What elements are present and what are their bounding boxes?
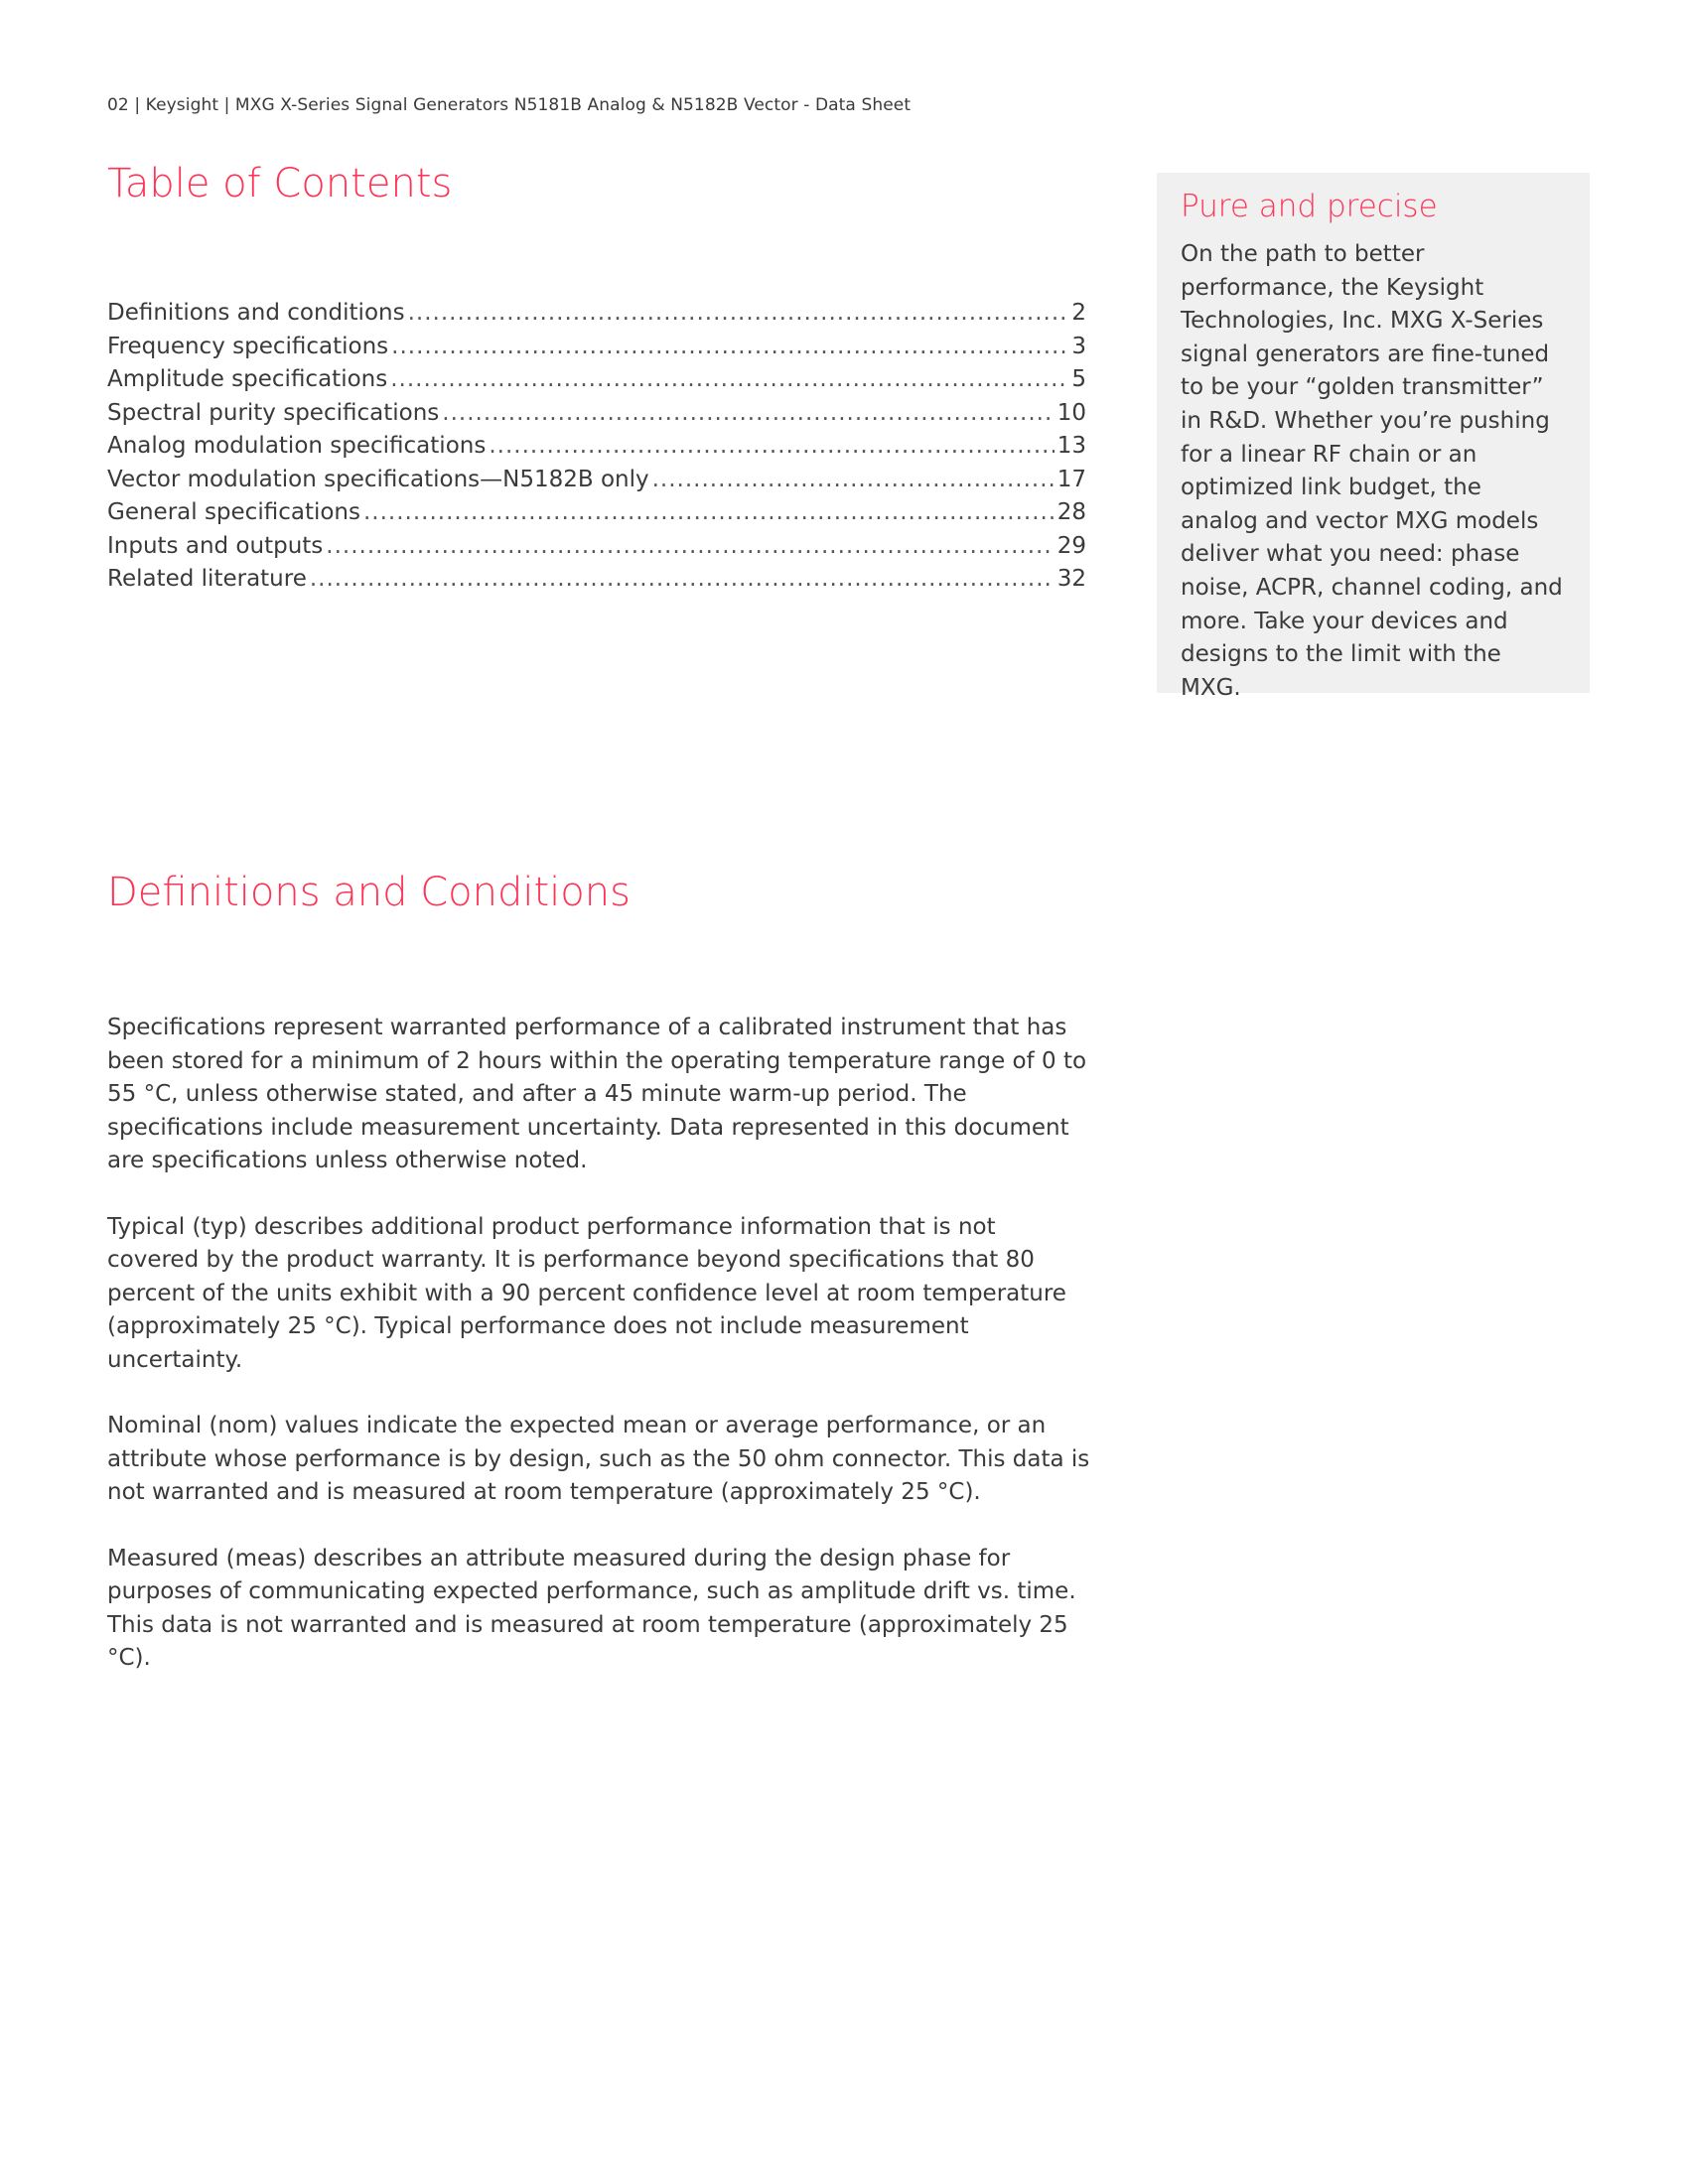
running-header: 02 | Keysight | MXG X-Series Signal Generators N5181B Analog & N5182B Vector - Data Sheet: [107, 95, 912, 115]
toc-entry[interactable]: [107, 566, 1086, 600]
toc-entry-label: Definitions and conditions: [107, 300, 405, 326]
toc-leader-dots: [390, 366, 1068, 392]
toc-entry-label: Inputs and outputs: [107, 532, 324, 559]
toc-leader-dots: [326, 533, 1054, 559]
toc-leader-dots: [408, 300, 1069, 326]
toc-entry-label: Frequency specifications: [107, 333, 389, 359]
toc-entry-label: Related literature: [107, 566, 307, 592]
toc-entry-label: Vector modulation specifications—N5182B only: [107, 466, 649, 492]
toc-entry-label: Amplitude specifications: [107, 366, 388, 392]
toc-entry[interactable]: [107, 400, 1086, 434]
toc-entry-page: 17: [1056, 466, 1086, 492]
definitions-title: Definitions and Conditions: [107, 870, 631, 915]
toc-entry-page: 5: [1071, 366, 1086, 392]
sidebar-body: On the path to better performance, the Keysight Technologies, Inc. MXG X-Series signal generators are fine-tuned to be your “golden transmitter” in R&D. Whether you’re pushing for a linear RF chain or an optimized link budget, the analog and vector MXG models deliver what you need: phase noise, ACPR, channel coding, and more. Take your devices and designs to the limit with the MXG.: [1181, 241, 1563, 701]
toc-entry-page: 3: [1071, 333, 1086, 359]
toc-entry[interactable]: [107, 499, 1086, 533]
toc-entry-page: 10: [1056, 399, 1086, 426]
toc-entry-page: 13: [1056, 433, 1086, 459]
definitions-paragraph-nominal: Nominal (nom) values indicate the expected mean or average performance, or an attribute whose performance is by design, such as the 50 ohm connector. This data is not warranted and is measured at room temperature (approximately 25 °C).: [107, 1413, 1090, 1505]
toc-entry-label: Analog modulation specifications: [107, 433, 487, 459]
toc-leader-dots: [310, 566, 1055, 592]
toc-entry-label: General specifications: [107, 499, 360, 525]
toc-entry[interactable]: [107, 433, 1086, 467]
toc-entry-page: 28: [1056, 499, 1086, 525]
toc-entry[interactable]: [107, 334, 1086, 367]
toc-entry[interactable]: [107, 300, 1086, 334]
definitions-paragraph-specifications: Specifications represent warranted performance of a calibrated instrument that has been stored for a minimum of 2 hours within the operating temperature range of 0 to 55 °C, unless otherwise stated, and after a 45 minute warm-up period. The specifications include measurement uncertainty. Data represented in this document are specifications unless otherwise noted.: [107, 1015, 1087, 1173]
toc-leader-dots: [442, 400, 1054, 426]
table-of-contents: [107, 300, 1086, 600]
definitions-body: [107, 1012, 1090, 1708]
toc-entry-page: 32: [1056, 566, 1086, 592]
toc-entry[interactable]: [107, 467, 1086, 500]
definitions-paragraph-typical: Typical (typ) describes additional product performance information that is not covered by the product warranty. It is performance beyond specifications that 80 percent of the units exhibit with a 90 percent confidence level at room temperature (approximately 25 °C). Typical performance does not include measurement uncertainty.: [107, 1213, 1066, 1373]
sidebar-callout: [1157, 173, 1590, 701]
toc-entry-page: 2: [1071, 300, 1086, 326]
toc-leader-dots: [489, 433, 1054, 459]
toc-leader-dots: [363, 499, 1055, 525]
toc-entry[interactable]: [107, 366, 1086, 400]
toc-leader-dots: [652, 467, 1055, 492]
definitions-paragraph-measured: Measured (meas) describes an attribute measured during the design phase for purposes of communicating expected performance, such as amplitude drift vs. time. This data is not warranted and is measured at room temperature (approximately 25 °C).: [107, 1545, 1076, 1671]
toc-entry[interactable]: [107, 533, 1086, 567]
toc-entry-page: 29: [1056, 532, 1086, 559]
toc-leader-dots: [391, 334, 1068, 359]
sidebar-title: Pure and precise: [1181, 189, 1438, 224]
toc-entry-label: Spectral purity specifications: [107, 399, 440, 426]
toc-title: Table of Contents: [107, 161, 453, 206]
